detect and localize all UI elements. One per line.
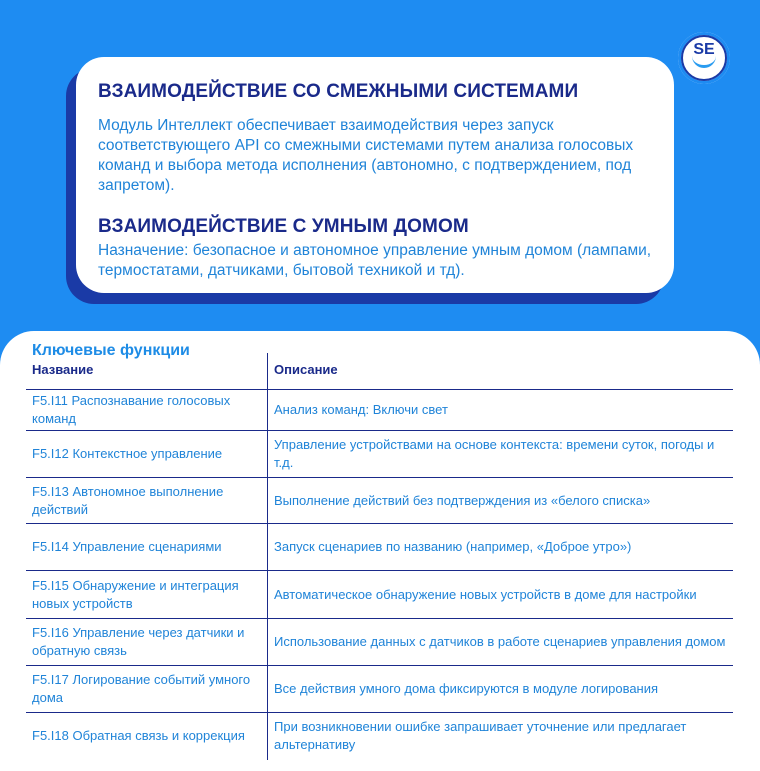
table-row-desc: Автоматическое обнаружение новых устройств в доме для настройки xyxy=(274,586,697,602)
table-row-desc: Анализ команд: Включи свет xyxy=(274,402,448,417)
table-row-desc: При возникновении ошибке запрашивает уточнение или предлагает альтернативу xyxy=(274,719,687,752)
table-row-name: F5.I11 Распознавание голосовых команд xyxy=(32,393,231,426)
table-row-name: F5.I12 Контекстное управление xyxy=(32,446,223,461)
table-row-desc: Все действия умного дома фиксируются в модуле логирования xyxy=(274,681,659,696)
text-smart-home: Назначение: безопасное и автономное управление умным домом (лампами, термостатами, датчиками, бытовой техникой и тд). xyxy=(98,242,652,279)
heading-integration: ВЗАИМОДЕЙСТВИЕ СО СМЕЖНЫМИ СИСТЕМАМИ xyxy=(98,81,579,102)
text-integration: Модуль Интеллект обеспечивает взаимодействия через запуск соответствующего API со смежными системами путем анализа голосовых команд и выбора метода исполнения (автономно, с подтверждением, под запретом). xyxy=(98,117,634,194)
table-row-name: F5.I17 Логирование событий умного дома xyxy=(32,672,251,705)
logo-text: SE xyxy=(693,41,715,58)
table-row-desc: Запуск сценариев по названию (например, «Доброе утро») xyxy=(274,539,632,554)
heading-smart-home: ВЗАИМОДЕЙСТВИЕ С УМНЫМ ДОМОМ xyxy=(98,216,469,237)
table-row-desc: Управление устройствами на основе контекста: времени суток, погоды и т.д. xyxy=(274,437,715,470)
table-row-desc: Выполнение действий без подтверждения из «белого списка» xyxy=(274,492,651,508)
column-divider xyxy=(267,353,268,760)
header-description: Описание xyxy=(274,362,338,377)
table-row-desc: Использование данных с датчиков в работе сценариев управления домом xyxy=(274,634,726,649)
panel-title: Ключевые функции xyxy=(32,342,190,359)
table-row-name: F5.I13 Автономное выполнение действий xyxy=(32,483,224,517)
info-card xyxy=(76,57,674,293)
table-row-name: F5.I16 Управление через датчики и обратную связь xyxy=(32,625,245,658)
logo xyxy=(678,32,730,84)
table-row-name: F5.I18 Обратная связь и коррекция xyxy=(32,728,245,743)
table-row-name: F5.I15 Обнаружение и интеграция новых устройств xyxy=(32,577,239,611)
header-name: Название xyxy=(32,362,94,377)
table-row-name: F5.I14 Управление сценариями xyxy=(32,539,222,554)
